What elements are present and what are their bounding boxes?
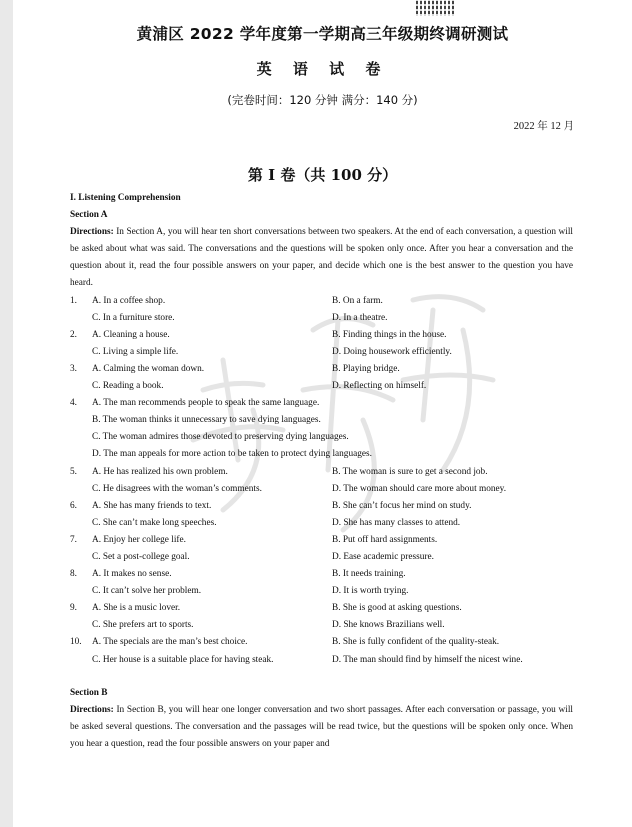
exam-title: 黄浦区 2022 学年度第一学期高三年级期终调研测试 [136,25,509,43]
question-item [70,327,573,344]
option-b: B. On a farm. [332,295,383,306]
option-d: D. Ease academic pressure. [332,551,434,562]
question-item [70,395,573,412]
option-b: B. Put off hard assignments. [332,534,438,545]
option-d: D. She knows Brazilians well. [332,620,445,631]
question-item-row2 [70,481,573,498]
question-number: 9. [70,603,77,614]
option-a: A. Calming the woman down. [92,363,205,374]
question-number: 7. [70,534,77,545]
option-d: D. Doing housework efficiently. [332,346,452,357]
question-item [70,361,573,378]
exam-date: 2022 年 12 月 [513,121,574,132]
option-a: A. She has many friends to text. [92,500,212,511]
question-number: 3. [70,363,77,374]
directions-text: In Section A, you will hear ten short conversations between two speakers. At the end of each conversation, a question will be asked about what was said. The conversations and the questions will be spoken only once. After you hear a conversation and the question about it, read the four possible answers on your paper, and decide which one is the best answer to the question you have heard. [70,227,573,289]
question-item-row4 [70,446,573,463]
question-item-row2 [70,378,573,395]
question-item [70,634,573,651]
option-d: D. It is worth trying. [332,586,409,597]
option-a: A. Enjoy her college life. [92,534,186,545]
option-a: A. The specials are the man’s best choice. [92,637,248,648]
option-d: D. The man should find by himself the nicest wine. [332,654,523,665]
option-b: B. She is good at asking questions. [332,603,462,614]
option-a: A. She is a music lover. [92,603,181,614]
question-item [70,566,573,583]
option-a: A. He has realized his own problem. [92,466,228,477]
option-d: D. In a theatre. [332,312,388,323]
questions-list [70,293,573,669]
option-d: D. She has many classes to attend. [332,517,461,528]
option-a: A. In a coffee shop. [92,295,166,306]
option-c: C. Reading a book. [92,381,164,392]
question-item-row2 [70,652,573,669]
question-number: 6. [70,500,77,511]
question-item-row2 [70,310,573,327]
option-a: A. It makes no sense. [92,569,172,580]
question-item [70,600,573,617]
exam-content [70,190,573,753]
option-c: C. She prefers art to sports. [92,620,194,631]
option-c: C. He disagrees with the woman’s comments. [92,483,262,494]
option-b: B. Playing bridge. [332,363,400,374]
option-b: B. She is fully confident of the quality-steak. [332,637,500,648]
question-item [70,532,573,549]
exam-subtitle: 英 语 试 卷 [256,60,389,78]
option-d: D. The man appeals for more action to be taken to protect dying languages. [92,449,372,460]
question-item [70,498,573,515]
question-number: 8. [70,569,77,580]
question-number: 1. [70,295,77,306]
exam-time-score: (完卷时间：120 分钟 满分：140 分) [227,93,418,107]
option-d: D. The woman should care more about money. [332,483,507,494]
option-b: B. Finding things in the house. [332,329,447,340]
question-number: 2. [70,329,77,340]
option-b: B. It needs training. [332,569,406,580]
option-c: C. In a furniture store. [92,312,175,323]
option-c: C. Living a simple life. [92,346,179,357]
option-d: D. Reflecting on himself. [332,381,427,392]
section-a-directions [70,224,573,292]
question-item-row2 [70,617,573,634]
option-c: C. Her house is a suitable place for having steak. [92,654,274,665]
exam-page [13,0,632,827]
question-item-row2 [70,344,573,361]
option-c: C. It can’t solve her problem. [92,586,202,597]
question-item-row2 [70,412,573,429]
option-c: C. The woman admires those devoted to preserving dying languages. [92,432,349,443]
question-item-row3 [70,429,573,446]
question-number: 4. [70,398,77,409]
option-c: C. Set a post-college goal. [92,551,190,562]
section-a-heading: Section A [70,210,108,221]
directions-label: Directions: [70,704,114,715]
qr-code-image [416,0,454,16]
part-title: 第 I 卷（共 100 分） [247,166,398,184]
section-b-heading: Section B [70,687,108,698]
section-b-directions [70,702,573,753]
listening-heading: I. Listening Comprehension [70,193,181,203]
option-a: A. Cleaning a house. [92,329,170,340]
directions-label: Directions: [70,227,114,238]
option-b: B. She can’t focus her mind on study. [332,500,472,511]
directions-text: In Section B, you will hear one longer conversation and two short passages. After each conversation or passage, you will be asked several questions. The conversation and the passages will be read twice, but the questions will be spoken only once. When you hear a question, read the four possible answers on your paper and [70,704,573,749]
option-a: A. The man recommends people to speak the same language. [92,398,320,409]
question-item-row2 [70,515,573,532]
option-b: B. The woman is sure to get a second job. [332,466,488,477]
question-number: 5. [70,466,77,477]
question-number: 10. [70,637,82,648]
option-c: C. She can’t make long speeches. [92,517,217,528]
question-item [70,464,573,481]
question-item-row2 [70,549,573,566]
question-item [70,293,573,310]
question-item-row2 [70,583,573,600]
option-b: B. The woman thinks it unnecessary to save dying languages. [92,415,321,426]
